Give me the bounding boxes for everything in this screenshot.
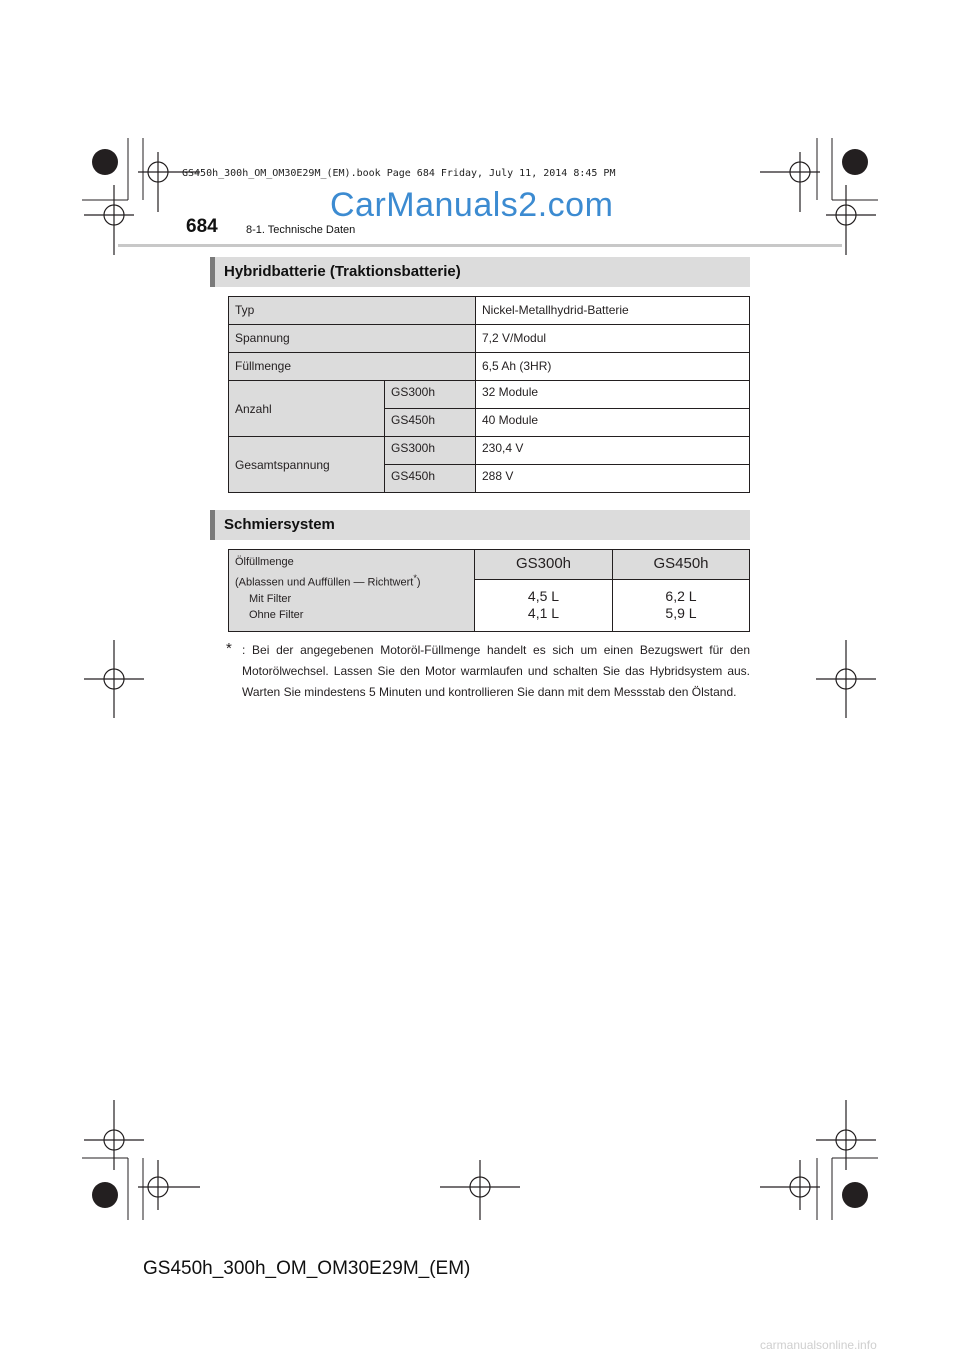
row-value: 32 Module [476, 381, 750, 409]
row-label: Füllmenge [229, 353, 476, 381]
row-value: 40 Module [476, 409, 750, 437]
model-cell: GS450h [385, 465, 476, 493]
value-text: 4,5 L [527, 588, 560, 604]
oil-capacity-table [228, 549, 750, 632]
table-row [229, 437, 750, 465]
label-text: ) [416, 576, 421, 589]
row-value: 288 V [476, 465, 750, 493]
column-header: GS450h [613, 550, 750, 580]
row-value: Nickel-Metallhydrid-Batterie [476, 297, 750, 325]
row-value: 6,5 Ah (3HR) [476, 353, 750, 381]
label-line [235, 570, 468, 591]
model-cell: GS300h [385, 437, 476, 465]
footnote-star: * [226, 640, 232, 657]
header-rule [118, 244, 842, 247]
value-text: 6,2 L [665, 588, 697, 604]
heading-accent [210, 257, 215, 287]
lubrication-title: Schmiersystem [224, 516, 335, 533]
model-cell: GS450h [385, 409, 476, 437]
value-text: 5,9 L [665, 605, 697, 621]
row-label: Spannung [229, 325, 476, 353]
hybrid-battery-title: Hybridbatterie (Traktionsbatterie) [224, 263, 461, 280]
row-value: 7,2 V/Modul [476, 325, 750, 353]
footnote-star: * [413, 573, 417, 583]
row-value: 230,4 V [476, 437, 750, 465]
heading-accent [210, 510, 215, 540]
watermark-logo-top: CarManuals2.com [330, 186, 614, 224]
footnote [226, 640, 750, 703]
footnote-text: : Bei der angegebenen Motoröl-Füllmenge handelt es sich um einen Bezugswert für den Motorölwechsel. Lassen Sie den Motor warmlaufen und schalten Sie das Hybridsystem aus. Warten Sie mindestens 5 Minuten und kontrollieren Sie dann mit dem Messstab den Ölstand. [242, 643, 750, 699]
lubrication-heading [210, 510, 750, 540]
hybrid-battery-heading [210, 257, 750, 287]
table-row [229, 550, 750, 580]
table-row [229, 297, 750, 325]
label-line: Ölfüllmenge [235, 556, 294, 568]
book-info-line: GS450h_300h_OM_OM30E29M_(EM).book Page 684 Friday, July 11, 2014 8:45 PM [182, 168, 616, 179]
page-number: 684 [186, 216, 218, 237]
table-row [229, 381, 750, 409]
value-text: 4,1 L [527, 605, 560, 621]
hybrid-battery-table [228, 296, 750, 493]
value-cell [613, 580, 750, 632]
row-label: Typ [229, 297, 476, 325]
table-row [229, 325, 750, 353]
label-text: (Ablassen und Auffüllen — Richtwert [235, 576, 414, 589]
label-line: Ohne Filter [249, 608, 304, 621]
table-row [229, 353, 750, 381]
watermark-bottom: carmanualsonline.info [760, 1338, 877, 1352]
label-line: Mit Filter [249, 592, 292, 605]
value-cell [475, 580, 613, 632]
gesamtspannung-label: Gesamtspannung [229, 437, 385, 493]
anzahl-label: Anzahl [229, 381, 385, 437]
footer-document-code: GS450h_300h_OM_OM30E29M_(EM) [143, 1258, 471, 1279]
section-title: 8-1. Technische Daten [246, 224, 356, 236]
column-header: GS300h [475, 550, 613, 580]
oil-capacity-label [229, 550, 475, 632]
model-cell: GS300h [385, 381, 476, 409]
